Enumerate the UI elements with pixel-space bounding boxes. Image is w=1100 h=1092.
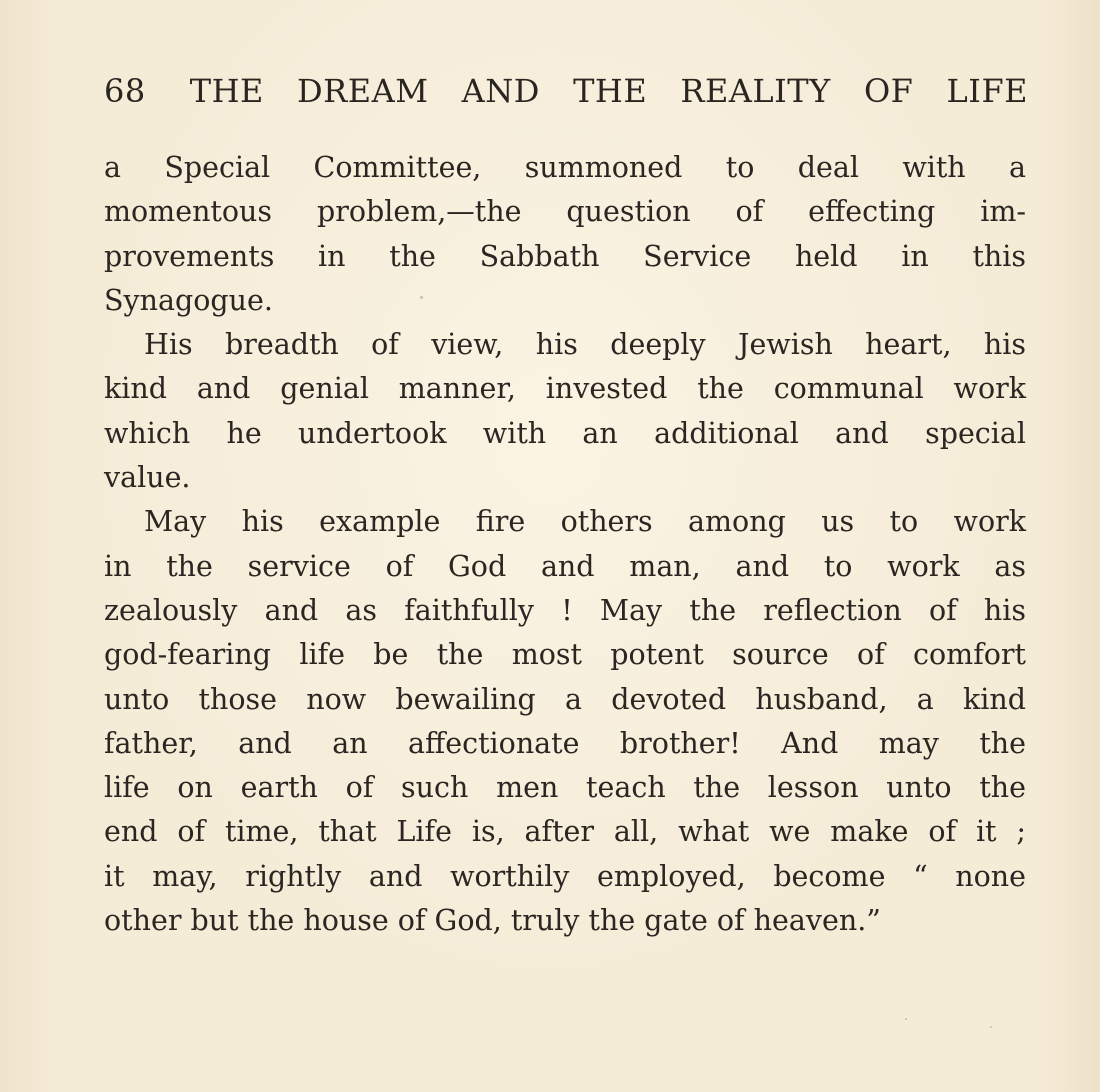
text-line: a Special Committee, summoned to deal with a xyxy=(104,151,1026,184)
page-number: 68 xyxy=(104,72,146,110)
text-line: end of time, that Life is, after all, what we make of it ; xyxy=(104,815,1026,849)
text-line: in the service of God and man, and to work as xyxy=(104,549,1026,583)
text-line: Synagogue. xyxy=(104,283,273,317)
text-line: god-fearing life be the most potent source of comfort xyxy=(104,638,1026,672)
text-line: provements in the Sabbath Service held in this xyxy=(104,239,1026,273)
paragraph-example xyxy=(104,500,1026,943)
text-line: kind and genial manner, invested the communal work xyxy=(104,372,1026,406)
text-line: zealously and as faithfully ! May the reflection of his xyxy=(104,593,1026,627)
paragraph-committee xyxy=(104,146,1026,323)
text-line: unto those now bewailing a devoted husband, a kind xyxy=(104,682,1026,716)
running-title: THE DREAM AND THE REALITY OF LIFE xyxy=(189,72,1028,110)
text-line: which he undertook with an additional and special xyxy=(104,416,1026,450)
paper-speck xyxy=(420,296,423,299)
text-line: father, and an affectionate brother! And may the xyxy=(104,726,1026,760)
paper-speck xyxy=(990,1026,992,1028)
text-line: value. xyxy=(104,461,191,495)
text-line: it may, rightly and worthily employed, become “ none xyxy=(104,859,1026,893)
text-line: May his example fire others among us to work xyxy=(144,505,1026,539)
paper-speck xyxy=(905,1018,907,1020)
paragraph-breadth-of-view xyxy=(104,323,1026,500)
text-line: momentous problem,—the question of effecting im- xyxy=(104,195,1026,229)
body-text xyxy=(104,146,1026,943)
text-line: other but the house of God, truly the gate of heaven.” xyxy=(104,904,881,938)
text-line: His breadth of view, his deeply Jewish heart, his xyxy=(144,328,1026,362)
text-line: life on earth of such men teach the lesson unto the xyxy=(104,771,1026,805)
running-head xyxy=(104,72,1028,120)
